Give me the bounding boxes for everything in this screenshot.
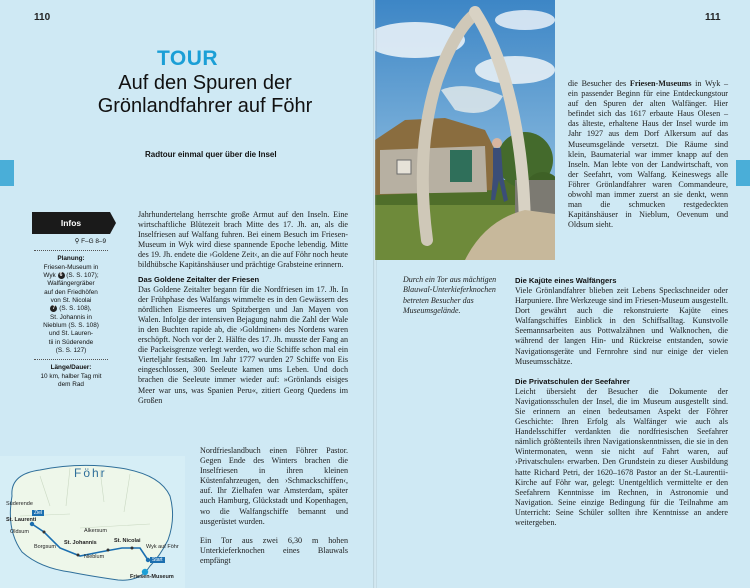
planning-line: von St. Nicolai	[50, 296, 92, 304]
section-heading: Das Goldene Zeitalter der Friesen	[138, 274, 260, 284]
title-line-2: Grönlandfahrer auf Föhr	[97, 95, 313, 117]
right-page	[375, 0, 750, 588]
body-paragraph: Leicht übersieht der Besucher die Dokumente der Navigationsschulen der Insel, die im Museum ausgestellt sind. Sie erinnern an einen bedeutsamen Aspekt der Föhrer Geschichte: Ihren Erfolg als Walfänger wie auch als Handelsschiffer verdankten die nordfriesischen Seefahrer nämlich größtenteils ihren Navigationskenntnissen, die sie in den Wintermonaten, wenn sie nicht auf Fahrt waren, auf ›Privatschulen‹ erwarben. Den Grundstein zu dieser Ausbildung hatte Richard Petri, der 1620–1678 Pastor an der St.-Laurentii-Kirche auf Föhr war, gelegt: Unentgeltlich vermittelte er den Seefahrern Kenntnisse im Rechnen, in Astronomie und Navigation. Seine einzige Bedingung für die Teilnahme am Unterricht: Seine Schüler sollten ihre Kenntnisse an andere weitergeben.	[515, 386, 728, 527]
planning-line: Friesen-Museum in	[43, 263, 99, 271]
planning-line: Wyk	[43, 272, 56, 280]
museum-name: Friesen-Museums	[629, 79, 692, 88]
page-number-left: 110	[34, 12, 51, 23]
section-heading: Die Privatschulen der Seefahrer	[515, 376, 630, 386]
text-column-continued	[200, 446, 348, 566]
place-label: Wyk auf Föhr	[146, 544, 179, 550]
photo-caption: Durch ein Tor aus mächtigen Blauwal-Unterkieferknochen betreten Besucher das Museumsgelände.	[403, 275, 497, 316]
place-label: St. Johannis	[64, 540, 97, 546]
planning-line: (S. S. 108),	[59, 305, 92, 313]
main-text-column	[138, 210, 348, 406]
pin-icon: ⚲	[74, 238, 80, 245]
duration-label: Länge/Dauer:	[50, 364, 92, 372]
body-paragraph: Viele Grönlandfahrer blieben zeit Lebens Speckschneider oder Harpuniere. Ihre Werkzeuge sind im Friesen-Museum ausgestellt. Dort gewährt auch die rekonstruierte Kajüte eines Walfangschiffes Einblick in den Schiffsalltag. Kunstvolle Seemannsarbeiten aus Pottwalzähnen und Walknochen, die während der langen Hin- und Rückreise entstanden, sowie Navigationsgeräte und Fernrohre sind nur einige der vielen Museumsschätze.	[515, 286, 728, 366]
planning-line: und St. Lauren-	[48, 330, 94, 338]
route-map	[0, 456, 185, 588]
info-box	[32, 212, 110, 389]
place-label: Süderende	[6, 501, 33, 507]
tour-label: TOUR	[156, 47, 219, 70]
right-text-column	[568, 79, 728, 230]
body-text: die Besucher des	[568, 79, 630, 88]
whalebone-gate-photo	[375, 0, 555, 260]
planning-line: tii in Süderende	[48, 338, 94, 346]
planning-line: Walfängergräber	[47, 280, 95, 288]
planning-line: Nieblum (S. S. 108)	[43, 322, 99, 330]
body-text: in Wyk – ein passender Beginn für eine Entdeckungstour auf den Spuren der alten Walfänger. Hier befindet sich das 1617 erbaute Haus Olesen – das älteste, erhaltene Haus der Insel wurde im Jahr 1927 aus dem Dorf Alkersum auf das Museumsgelände versetzt. Die Räume sind klein, Baumaterial war immer knapp auf den Inseln. Man lebte von der Landwirtschaft, von der Seefahrt, vom Walfang. Keineswegs alle Föhrer Grönlandfahrer waren Commandeure, obwohl man immer zuerst an sie denkt, wenn man die schmucken restgedeckten Kapitänshäuser in Nieblum, Oevenum und Oldsum sieht.	[568, 79, 728, 230]
map-location	[32, 238, 110, 246]
ziel-marker: Ziel	[34, 510, 43, 516]
place-label: Alkersum	[84, 528, 107, 534]
badge-6: 6	[58, 272, 65, 279]
place-label: St. Nicolai	[114, 538, 141, 544]
duration-line: 10 km, halber Tag mit	[40, 372, 102, 380]
planning-line: (S. S. 127)	[55, 346, 87, 354]
planning-line: auf den Friedhöfen	[44, 288, 98, 296]
body-paragraph: Das Goldene Zeitalter begann für die Nordfriesen im 17. Jh. In der Frühphase des Walfangs wimmelte es in den Gewässern des nördlichen Eismeeres um Spitzbergen und Jan Mayen von Walen. Infolge der intensiven Bejagung nahm die Zahl der Wale in den Buchten rapide ab, die ›Goldminen‹ des Nordens waren erschöpft. Noch vor der 2. Hälfte des 17. Jh. musste der Fang an die Packeisgrenze verlegt werden, wo die Schiffe schon mal ein Vierteljahr festsaßen. Im Jahr 1777 wurden 27 Schiffe von Eis eingeschlossen, 300 Seeleute kamen ums Leben. Und doch brachen die Seeleute immer wieder auf: »Grönlands eisiges Meer war uns, was Spanien Peru«, zitiert Georg Quedens im Großen	[138, 284, 348, 405]
place-label: Borgsum	[34, 544, 57, 550]
chapter-tab-left	[0, 160, 14, 186]
planning-line: (S. S. 107);	[66, 272, 99, 280]
island-label: Föhr	[74, 466, 107, 480]
book-gutter	[373, 0, 377, 588]
planning-label: Planung:	[57, 255, 85, 263]
planning-line: St. Johannis in	[50, 313, 92, 321]
place-label: Oldsum	[10, 529, 29, 535]
place-label: Nieblum	[84, 554, 105, 560]
page-number-right: 111	[705, 12, 721, 23]
body-paragraph-end: Ein Tor aus zwei 6,30 m hohen Unterkieferknochen eines Blauwals empfängt	[200, 535, 348, 565]
title-line-1: Auf den Spuren der	[118, 72, 292, 94]
divider	[34, 250, 108, 251]
duration-line: dem Rad	[58, 380, 84, 388]
right-lower-column	[515, 272, 728, 528]
info-body	[32, 234, 110, 389]
body-paragraph-cont: Nordfrieslandbuch einen Föhrer Pastor. Gegen Ende des Winters brachen die Inselfriesen in ihren kleinen Küstenfahrzeugen, den ›Schmackschiffen‹, auf. Ihr Zielhafen war Amsterdam, später auch Hamburg, Glückstadt und Kopenhagen, wo die Walfangschiffe bemannt und ausgerüstet wurden.	[200, 446, 348, 526]
info-heading: Infos	[32, 212, 110, 234]
place-label: St. Laurenti	[6, 517, 37, 523]
badge-7: 7	[50, 305, 57, 312]
intro-paragraph: Jahrhundertelang herrschte große Armut auf den Inseln. Eine wirtschaftliche Blütezeit brach Mitte des 17. Jh. an, als die Inselfriesen auf Walfang fuhren. Bei einem Besuch im Friesen-Museum in Wyk wird diese spannende Epoche lebendig. Mitte des 19. Jh. endete die ›Goldene Zeit‹, an die auf Föhr noch heute bildhübsche Kapitänshäuser und prächtige Grabsteine erinnern.	[138, 210, 348, 270]
place-label: Friesen-Museum	[130, 574, 174, 580]
start-marker: Start	[152, 557, 163, 563]
location-ref: F–G 8–9	[81, 238, 106, 245]
chapter-tab-right	[736, 160, 750, 186]
divider	[34, 359, 108, 360]
body-paragraph	[568, 79, 728, 230]
page-title	[60, 72, 350, 118]
subtitle: Radtour einmal quer über die Insel	[145, 150, 277, 159]
section-heading: Die Kajüte eines Walfängers	[515, 276, 617, 285]
